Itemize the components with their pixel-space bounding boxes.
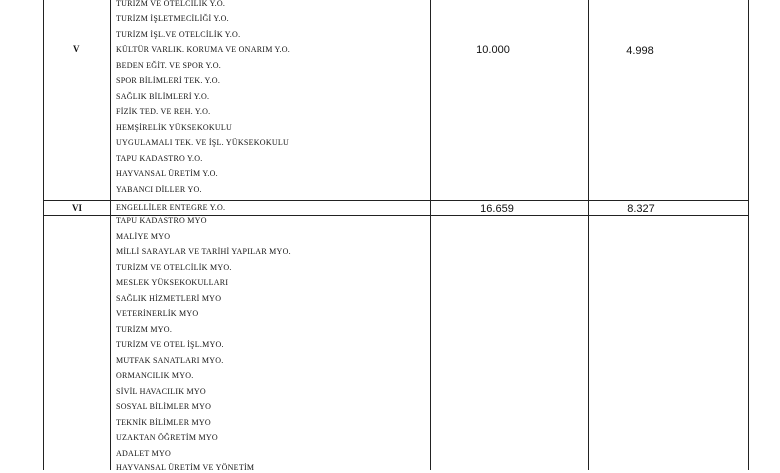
list-item: MİLLİ SARAYLAR VE TARİHİ YAPILAR MYO.	[116, 247, 291, 256]
list-item: KÜLTÜR VARLIK. KORUMA VE ONARIM Y.O.	[116, 45, 291, 54]
list-item: SOSYAL BİLİMLER MYO	[116, 402, 212, 411]
list-item: MALİYE MYO	[116, 232, 171, 241]
list-item: SİVİL HAVACILIK MYO	[116, 387, 206, 396]
list-item: UYGULAMALI TEK. VE İŞL. YÜKSEKOKULU	[116, 138, 290, 147]
list-item: ADALET MYO	[116, 449, 172, 458]
group-vi-value-b: 8.327	[627, 203, 655, 215]
group-vi-label: VI	[72, 203, 83, 213]
list-item: HEMŞİRELİK YÜKSEKOKULU	[116, 123, 233, 132]
group-v-value-a: 10.000	[476, 44, 510, 56]
row-divider-top	[43, 200, 748, 201]
column-divider-3	[588, 0, 589, 470]
group-vi-value-a: 16.659	[480, 203, 514, 215]
list-item: SPOR BİLİMLERİ TEK. Y.O.	[116, 76, 221, 85]
table-border-left	[43, 0, 44, 470]
list-item: MESLEK YÜKSEKOKULLARI	[116, 278, 229, 287]
list-item: TURİZM MYO.	[116, 325, 173, 334]
group-v-value-b: 4.998	[626, 45, 654, 57]
list-item: SAĞLIK HİZMETLERİ MYO	[116, 294, 222, 303]
column-divider-1	[110, 0, 111, 470]
group-v-label: V	[73, 44, 80, 54]
list-item: MUTFAK SANATLARI MYO.	[116, 356, 224, 365]
column-divider-2	[430, 0, 431, 470]
list-item: HAYVANSAL ÜRETİM Y.O.	[116, 169, 218, 178]
list-item: ORMANCILIK MYO.	[116, 371, 194, 380]
list-item: TAPU KADASTRO Y.O.	[116, 154, 203, 163]
list-item: TURİZM VE OTELCİLİK MYO.	[116, 263, 232, 272]
list-item: HAYVANSAL ÜRETİM VE YÖNETİM	[116, 463, 255, 472]
list-item: UZAKTAN ÖĞRETİM MYO	[116, 433, 218, 442]
group-vi-header-item: ENGELLİLER ENTEGRE Y.O.	[116, 203, 226, 212]
list-item: TURİZM VE OTELCİLİK Y.O.	[116, 0, 226, 8]
list-item: TURİZM İŞL.VE OTELCİLİK Y.O.	[116, 30, 241, 39]
list-item: TURİZM İŞLETMECİLİĞİ Y.O.	[116, 14, 229, 23]
list-item: FİZİK TED. VE REH. Y.O.	[116, 107, 211, 116]
list-item: TURİZM VE OTEL İŞL.MYO.	[116, 340, 224, 349]
list-item: TAPU KADASTRO MYO	[116, 216, 207, 225]
list-item: TEKNİK BİLİMLER MYO	[116, 418, 211, 427]
list-item: BEDEN EĞİT. VE SPOR Y.O.	[116, 61, 222, 70]
list-item: VETERİNERLİK MYO	[116, 309, 199, 318]
list-item: SAĞLIK BİLİMLERİ Y.O.	[116, 92, 210, 101]
list-item: YABANCI DİLLER YO.	[116, 185, 202, 194]
table-border-right	[748, 0, 749, 470]
